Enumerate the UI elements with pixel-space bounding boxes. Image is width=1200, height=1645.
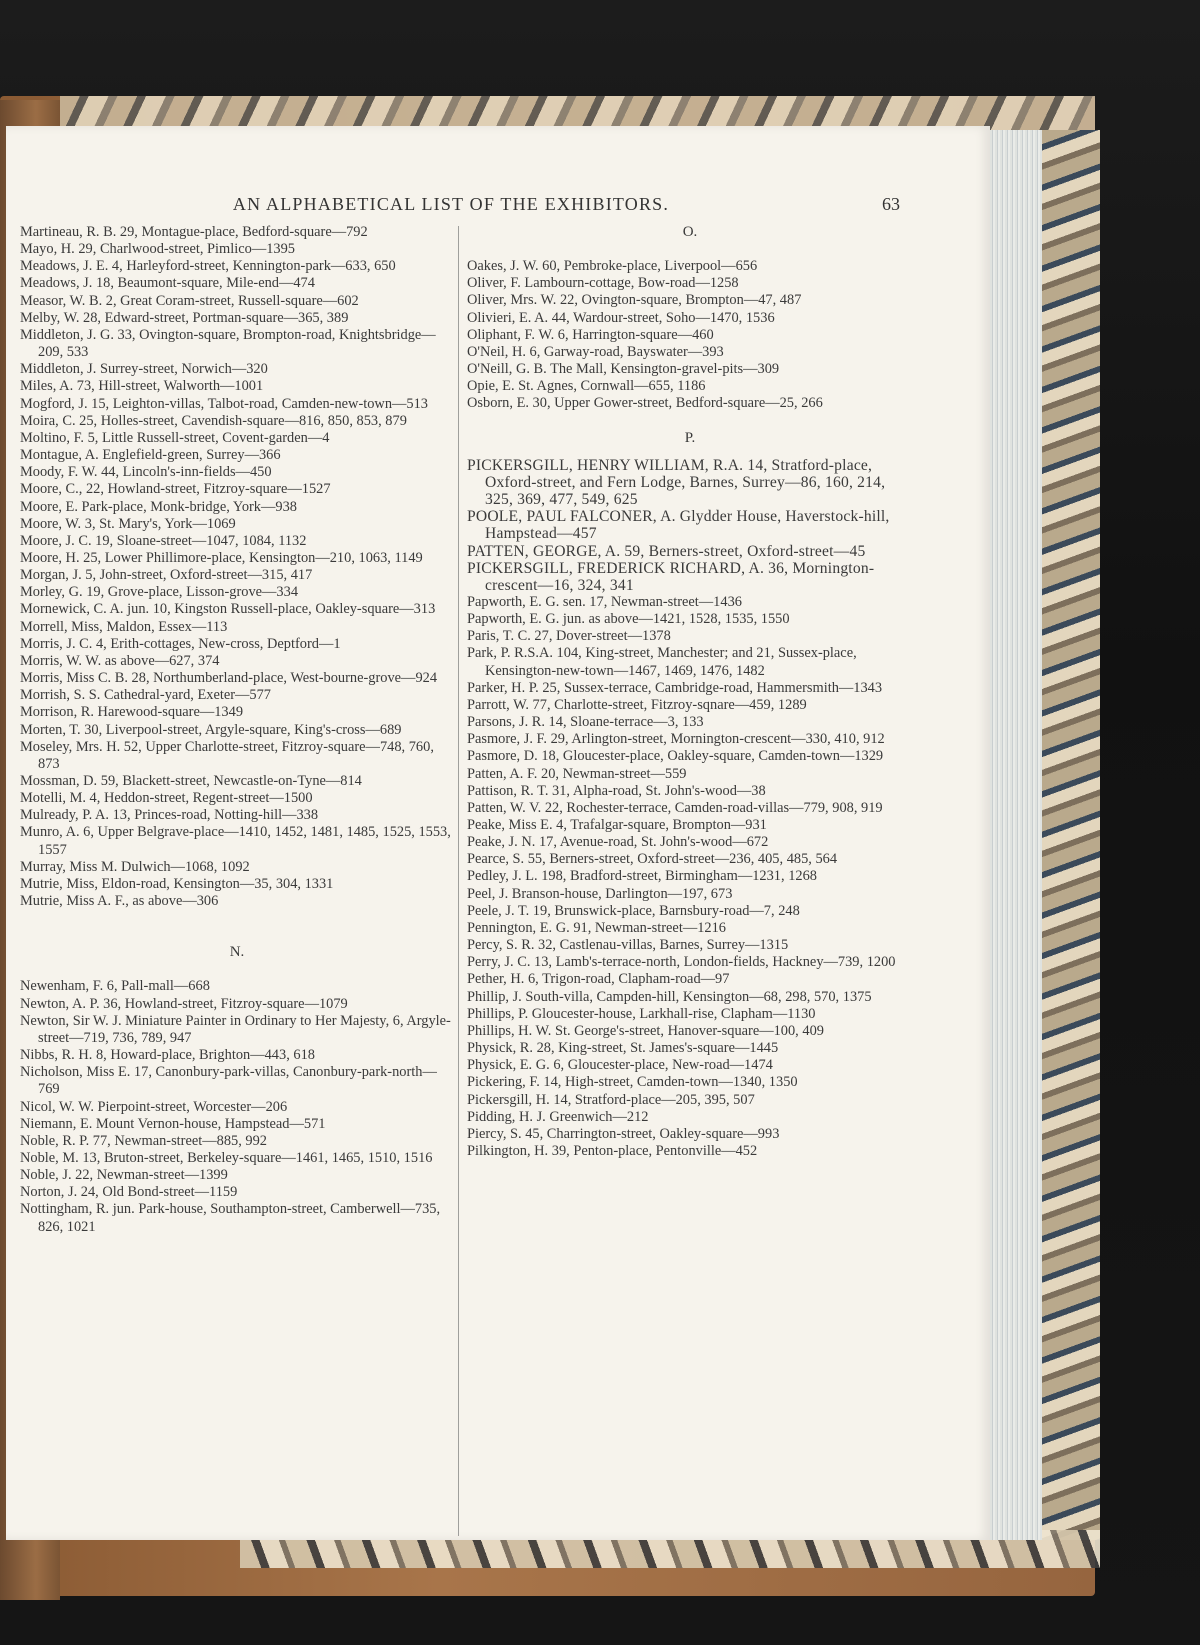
list-item: Newton, Sir W. J. Miniature Painter in Ordinary to Her Majesty, 6, Argyle-street—719, 736, 789, 947 xyxy=(20,1012,451,1046)
list-item: Newenham, F. 6, Pall-mall—668 xyxy=(20,978,210,995)
list-item: Morrell, Miss, Maldon, Essex—113 xyxy=(20,618,228,635)
list-item: Pidding, H. J. Greenwich—212 xyxy=(467,1108,649,1125)
list-item: Morris, Miss C. B. 28, Northumberland-place, West-bourne-grove—924 xyxy=(20,670,438,687)
list-item: Oliver, F. Lambourn-cottage, Bow-road—1258 xyxy=(467,275,739,292)
list-item: Pickersgill, H. 14, Stratford-place—205, 395, 507 xyxy=(467,1091,755,1108)
list-item: Pasmore, J. F. 29, Arlington-street, Mornington-crescent—330, 410, 912 xyxy=(467,731,885,748)
list-item: Moltino, F. 5, Little Russell-street, Covent-garden—4 xyxy=(20,429,330,446)
list-item: Nicholson, Miss E. 17, Canonbury-park-villas, Canonbury-park-north—769 xyxy=(20,1064,437,1098)
section-heading-n: N. xyxy=(229,944,245,961)
list-item: Mogford, J. 15, Leighton-villas, Talbot-road, Camden-new-town—513 xyxy=(20,395,428,412)
list-item: Nicol, W. W. Pierpoint-street, Worcester—206 xyxy=(20,1098,288,1115)
list-item: Noble, R. P. 77, Newman-street—885, 992 xyxy=(20,1132,268,1149)
n-entries xyxy=(20,978,454,1235)
running-head: AN ALPHABETICAL LIST OF THE EXHIBITORS. xyxy=(232,194,670,214)
list-item: Phillips, P. Gloucester-house, Larkhall-rise, Clapham—1130 xyxy=(467,1005,816,1022)
list-item: Montague, A. Englefield-green, Surrey—366 xyxy=(20,447,281,464)
list-item: Morris, J. C. 4, Erith-cottages, New-cross, Deptford—1 xyxy=(20,635,341,652)
list-item: Moore, H. 25, Lower Phillimore-place, Kensington—210, 1063, 1149 xyxy=(20,549,423,566)
list-item: Moseley, Mrs. H. 52, Upper Charlotte-street, Fitzroy-square—748, 760, 873 xyxy=(20,738,434,772)
list-item: Oliphant, F. W. 6, Harrington-square—460 xyxy=(467,326,714,343)
list-item: Olivieri, E. A. 44, Wardour-street, Soho—1470, 1536 xyxy=(467,309,775,326)
marbled-board-top xyxy=(60,96,1095,130)
list-item: Patten, A. F. 20, Newman-street—559 xyxy=(467,765,687,782)
list-item: Mulready, P. A. 13, Princes-road, Notting-hill—338 xyxy=(20,807,319,824)
list-item: Pattison, R. T. 31, Alpha-road, St. John's-wood—38 xyxy=(467,782,766,799)
right-column xyxy=(467,224,913,1160)
list-item: Peele, J. T. 19, Brunswick-place, Barnsbury-road—7, 248 xyxy=(467,902,800,919)
list-item: Niemann, E. Mount Vernon-house, Hampstead—571 xyxy=(20,1115,326,1132)
list-item: Noble, M. 13, Bruton-street, Berkeley-square—1461, 1465, 1510, 1516 xyxy=(20,1149,433,1166)
list-item: Pickering, F. 14, High-street, Camden-town—1340, 1350 xyxy=(467,1074,798,1091)
list-item: Peake, Miss E. 4, Trafalgar-square, Brompton—931 xyxy=(467,817,767,833)
list-item: Parker, H. P. 25, Sussex-terrace, Cambridge-road, Hammersmith—1343 xyxy=(467,679,883,696)
list-item: Miles, A. 73, Hill-street, Walworth—1001 xyxy=(20,378,264,395)
list-item: Morten, T. 30, Liverpool-street, Argyle-square, King's-cross—689 xyxy=(20,721,402,738)
list-item: Pedley, J. L. 198, Bradford-street, Birmingham—1231, 1268 xyxy=(467,868,817,885)
list-item: Oakes, J. W. 60, Pembroke-place, Liverpool—656 xyxy=(467,258,758,275)
list-item: Newton, A. P. 36, Howland-street, Fitzroy-square—1079 xyxy=(20,995,348,1012)
list-item: Pasmore, D. 18, Gloucester-place, Oakley-square, Camden-town—1329 xyxy=(467,748,884,765)
list-item: Moore, C., 22, Howland-street, Fitzroy-square—1527 xyxy=(20,481,331,498)
list-item: Physick, E. G. 6, Gloucester-place, New-road—1474 xyxy=(467,1057,773,1074)
list-item: Moore, W. 3, St. Mary's, York—1069 xyxy=(20,515,236,532)
list-item: Moore, J. C. 19, Sloane-street—1047, 1084, 1132 xyxy=(20,532,307,549)
book-page xyxy=(6,126,990,1540)
list-item: O'Neil, H. 6, Garway-road, Bayswater—393 xyxy=(467,343,724,360)
page-edges xyxy=(990,130,1042,1540)
list-item: Morrish, S. S. Cathedral-yard, Exeter—577 xyxy=(20,687,271,704)
list-item: O'Neill, G. B. The Mall, Kensington-gravel-pits—309 xyxy=(467,361,780,378)
list-item: Norton, J. 24, Old Bond-street—1159 xyxy=(20,1184,238,1201)
list-item: Opie, E. St. Agnes, Cornwall—655, 1186 xyxy=(467,378,706,395)
section-heading-o: O. xyxy=(682,224,698,240)
list-item: Phillips, H. W. St. George's-street, Hanover-square—100, 409 xyxy=(467,1022,824,1039)
list-item: Morrison, R. Harewood-square—1349 xyxy=(20,704,244,721)
list-item: Parrott, W. 77, Charlotte-street, Fitzroy-sqnare—459, 1289 xyxy=(467,696,807,713)
list-item: Morris, W. W. as above—627, 374 xyxy=(20,652,220,669)
list-item: Melby, W. 28, Edward-street, Portman-square—365, 389 xyxy=(20,309,349,326)
list-item: Moody, F. W. 44, Lincoln's-inn-fields—450 xyxy=(20,464,272,481)
list-item: Murray, Miss M. Dulwich—1068, 1092 xyxy=(20,858,250,875)
list-item: Oliver, Mrs. W. 22, Ovington-square, Brompton—47, 487 xyxy=(467,292,802,309)
list-item: Munro, A. 6, Upper Belgrave-place—1410, 1452, 1481, 1485, 1525, 1553, 1557 xyxy=(20,824,451,858)
list-item: Papworth, E. G. sen. 17, Newman-street—1436 xyxy=(467,593,742,610)
list-item: Mutrie, Miss A. F., as above—306 xyxy=(20,893,219,910)
list-item: Middleton, J. G. 33, Ovington-square, Brompton-road, Knightsbridge—209, 533 xyxy=(20,326,436,361)
list-item: Peake, J. N. 17, Avenue-road, St. John's-wood—672 xyxy=(467,834,769,851)
list-item: Martineau, R. B. 29, Montague-place, Bedford-square—792 xyxy=(20,224,368,240)
list-item: Nibbs, R. H. 8, Howard-place, Brighton—443, 618 xyxy=(20,1047,315,1064)
column-divider xyxy=(458,226,459,1536)
list-item-academician: PICKERSGILL, HENRY WILLIAM, R.A. 14, Stratford-place, Oxford-street, and Fern Lodge, Barnes, Surrey—86, 160, 214, 325, 369, 477, 549, 625 xyxy=(467,456,886,509)
p-entries xyxy=(467,594,913,1160)
list-item: Piercy, S. 45, Charrington-street, Oakley-square—993 xyxy=(467,1125,780,1142)
list-item: Meadows, J. E. 4, Harleyford-street, Kennington-park—633, 650 xyxy=(20,258,396,275)
list-item: Park, P. R.S.A. 104, King-street, Manchester; and 21, Sussex-place, Kensington-new-town—1467, 1469, 1476, 1482 xyxy=(467,645,857,679)
list-item: Pilkington, H. 39, Penton-place, Pentonville—452 xyxy=(467,1142,758,1159)
page-number: 63 xyxy=(882,194,900,214)
list-item: Paris, T. C. 27, Dover-street—1378 xyxy=(467,628,671,645)
m-entries xyxy=(20,224,454,910)
list-item: Mayo, H. 29, Charlwood-street, Pimlico—1395 xyxy=(20,241,295,258)
list-item: Meadows, J. 18, Beaumont-square, Mile-end—474 xyxy=(20,275,315,292)
list-item: Mornewick, C. A. jun. 10, Kingston Russell-place, Oakley-square—313 xyxy=(20,601,436,618)
list-item: Pearce, S. 55, Berners-street, Oxford-street—236, 405, 485, 564 xyxy=(467,851,838,868)
list-item: Peel, J. Branson-house, Darlington—197, 673 xyxy=(467,885,733,902)
list-item: Middleton, J. Surrey-street, Norwich—320 xyxy=(20,361,268,378)
list-item: Morley, G. 19, Grove-place, Lisson-grove—334 xyxy=(20,584,299,601)
list-item: Nottingham, R. jun. Park-house, Southampton-street, Camberwell—735, 826, 1021 xyxy=(20,1201,441,1235)
list-item: Motelli, M. 4, Heddon-street, Regent-street—1500 xyxy=(20,790,313,807)
list-item: Papworth, E. G. jun. as above—1421, 1528, 1535, 1550 xyxy=(467,611,790,628)
marbled-board-right xyxy=(1040,130,1100,1540)
o-entries xyxy=(467,258,913,412)
list-item: Measor, W. B. 2, Great Coram-street, Russell-square—602 xyxy=(20,292,359,309)
list-item-academician: POOLE, PAUL FALCONER, A. Glydder House, Haverstock-hill, Hampstead—457 xyxy=(467,508,890,543)
list-item: Pennington, E. G. 91, Newman-street—1216 xyxy=(467,919,726,936)
list-item: Percy, S. R. 32, Castlenau-villas, Barnes, Surrey—1315 xyxy=(467,937,789,954)
list-item: Moore, E. Park-place, Monk-bridge, York—938 xyxy=(20,498,297,515)
left-column xyxy=(20,224,454,1236)
list-item-academician: PICKERSGILL, FREDERICK RICHARD, A. 36, Mornington-crescent—16, 324, 341 xyxy=(467,559,875,594)
list-item: Mossman, D. 59, Blackett-street, Newcastle-on-Tyne—814 xyxy=(20,773,362,789)
list-item: Perry, J. C. 13, Lamb's-terrace-north, London-fields, Hackney—739, 1200 xyxy=(467,954,896,971)
list-item: Pether, H. 6, Trigon-road, Clapham-road—97 xyxy=(467,971,730,988)
section-heading-p: P. xyxy=(684,429,696,446)
list-item: Osborn, E. 30, Upper Gower-street, Bedford-square—25, 266 xyxy=(467,395,823,412)
list-item: Noble, J. 22, Newman-street—1399 xyxy=(20,1167,228,1184)
list-item: Parsons, J. R. 14, Sloane-terrace—3, 133 xyxy=(467,714,704,731)
list-item: Moira, C. 25, Holles-street, Cavendish-square—816, 850, 853, 879 xyxy=(20,412,407,429)
list-item-academician: PATTEN, GEORGE, A. 59, Berners-street, Oxford-street—45 xyxy=(467,542,866,560)
list-item: Mutrie, Miss, Eldon-road, Kensington—35, 304, 1331 xyxy=(20,875,334,892)
list-item: Phillip, J. South-villa, Campden-hill, Kensington—68, 298, 570, 1375 xyxy=(467,988,872,1005)
list-item: Patten, W. V. 22, Rochester-terrace, Camden-road-villas—779, 908, 919 xyxy=(467,799,883,816)
list-item: Morgan, J. 5, John-street, Oxford-street—315, 417 xyxy=(20,567,313,584)
p-academicians xyxy=(467,457,913,594)
list-item: Physick, R. 28, King-street, St. James's-square—1445 xyxy=(467,1040,779,1057)
